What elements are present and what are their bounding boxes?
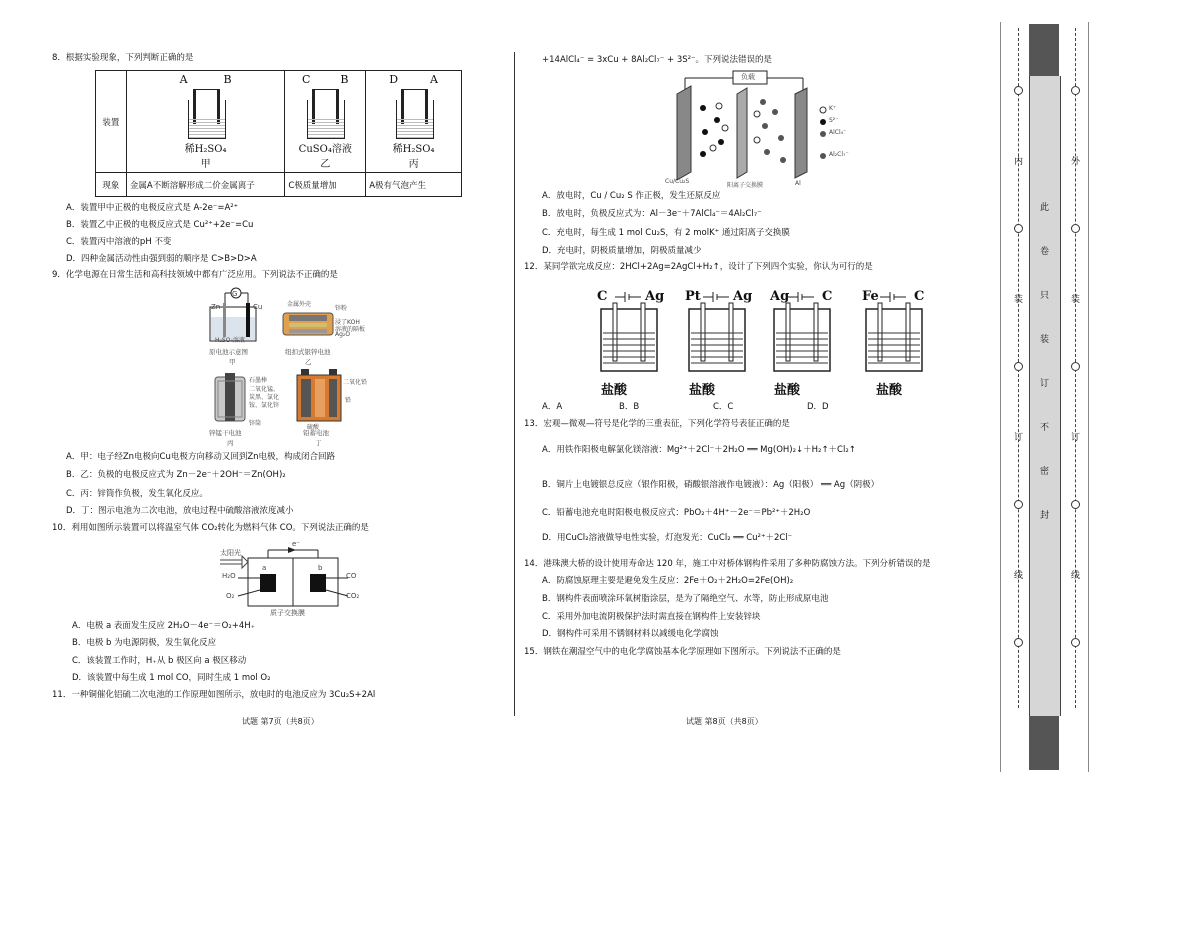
margin-char: 装 — [1071, 295, 1081, 305]
galvanometer-label: G — [232, 290, 238, 298]
hcl-label: 盐酸 — [601, 383, 628, 398]
q10-option-a: A．电极 a 表面发生反应 2H₂O－4e⁻＝O₂+4H₊ — [72, 621, 256, 631]
solution-label: 稀H₂SO₄ — [184, 144, 227, 155]
q10-option-c: C．该装置工作时，H₊从 b 极区向 a 极区移动 — [72, 656, 247, 666]
ding-caption: 铅蓄电池 — [303, 429, 329, 437]
margin-cap — [1029, 24, 1059, 76]
q10-stem: 10．利用如图所示装置可以将温室气体 CO₂转化为燃料气体 CO。下列说法正确的是 — [52, 523, 369, 533]
hole-mark — [1014, 500, 1023, 509]
q12-setup-b — [683, 289, 753, 404]
q8-stem: 8．根据实验现象，下列判断正确的是 — [52, 53, 194, 63]
load-label: 负载 — [741, 73, 755, 81]
electrode-label: C — [301, 73, 311, 86]
page-footer-left: 试题 第7页（共8页） — [242, 717, 319, 726]
q13-option-a: A．用铁作阳极电解氯化镁溶液：Mg²⁺＋2Cl⁻＋2H₂O ══ Mg(OH)₂↓＋H₂↑＋Cl₂↑ — [542, 445, 856, 455]
left-electrode-label: C — [597, 289, 608, 304]
alcl4-label: AlCl₄⁻ — [829, 129, 847, 136]
margin-char: 不 — [1040, 423, 1050, 433]
margin-char: 装 — [1040, 335, 1050, 345]
shell-label: 金属外壳 — [287, 301, 312, 308]
margin-char: 密 — [1040, 467, 1050, 477]
phenomenon-cell: A极有气泡产生 — [366, 173, 462, 197]
right-electrode-label: C — [822, 289, 833, 304]
margin-char: 内 — [1014, 157, 1024, 167]
hcl-label: 盐酸 — [774, 383, 801, 398]
beaker-icon — [295, 86, 355, 140]
margin-char: 只 — [1040, 291, 1050, 301]
bing-name: 丙 — [227, 439, 234, 447]
margin-char: 订 — [1014, 433, 1024, 443]
q13-option-c: C．铅蓄电池充电时阳极电极反应式：PbO₂＋4H⁺－2e⁻＝Pb²⁺＋2H₂O — [542, 508, 811, 518]
q14-stem: 14．港珠澳大桥的设计使用寿命达 120 年，施工中对桥体钢构件采用了多种防腐蚀方法。下列分析错误的是 — [524, 559, 931, 569]
cu-label: Cu — [253, 303, 263, 311]
electrode-label: B — [223, 73, 232, 86]
al-s-battery-icon — [665, 68, 855, 190]
q11-option-c: C．充电时，每生成 1 mol Cu₂S，有 2 molK⁺ 通过阳离子交换膜 — [542, 228, 790, 238]
phenomenon-cell: C极质量增加 — [285, 173, 366, 197]
q13-option-d: D．用CuCl₂溶液做导电性实验，灯泡发光：CuCl₂ ══ Cu²⁺＋2Cl⁻ — [542, 533, 793, 543]
q15-stem: 15．钢铁在潮湿空气中的电化学腐蚀基本化学原理如下图所示。下列说法不正确的是 — [524, 647, 841, 657]
margin-char: 装 — [1014, 295, 1024, 305]
hole-mark — [1014, 362, 1023, 371]
pb-label: 铅 — [345, 397, 352, 404]
beaker-icon — [384, 86, 444, 140]
sulfuric-label: 硫酸 — [307, 424, 320, 431]
ding-name: 丁 — [315, 439, 322, 447]
device-bing — [366, 71, 462, 173]
hole-mark — [1071, 224, 1080, 233]
margin-cap — [1029, 716, 1059, 770]
right-electrode-label: Ag — [733, 289, 753, 304]
co-label: CO — [346, 572, 357, 580]
hole-mark — [1071, 362, 1080, 371]
h2so4-label: H₂SO₄溶液 — [215, 337, 245, 344]
margin-char: 外 — [1071, 157, 1081, 167]
hole-mark — [1014, 224, 1023, 233]
q14-option-c: C．采用外加电流阴极保护法时需直接在钢构件上安装锌块 — [542, 612, 761, 622]
nh4cl-label: 铵、氯化锌 — [249, 402, 280, 409]
electrode-label: B — [340, 73, 349, 86]
q11-stem: 11．一种铜催化铝硫二次电池的工作原理如图所示，放电时的电池反应为 3Cu₂S+2Al — [52, 690, 376, 700]
exchange-membrane-label: 阳离子交换膜 — [727, 182, 764, 189]
device-name: 丙 — [408, 159, 419, 170]
q11-option-b: B．放电时，负极反应式为：Al－3e⁻＋7AlCl₄⁻＝4Al₂Cl₇⁻ — [542, 209, 762, 219]
right-electrode-label: Ag — [645, 289, 665, 304]
s2-ion-label: S²⁻ — [829, 117, 839, 124]
q10-cell-figure — [218, 540, 368, 620]
zinc-powder-label: 锌粉 — [335, 305, 348, 312]
yi-caption: 纽扣式银锌电池 — [285, 348, 331, 356]
margin-char: 此 — [1040, 203, 1050, 213]
co2-label: CO₂ — [346, 592, 360, 600]
pbo2-label: 二氧化铅 — [343, 379, 368, 386]
margin-char: 订 — [1040, 379, 1050, 389]
electrode-b-label: b — [318, 564, 323, 572]
zn-label: Zn — [211, 303, 221, 311]
h2o-label: H₂O — [222, 572, 236, 580]
q9-option-b: B．乙：负极的电极反应式为 Zn－2e⁻＋2OH⁻＝Zn(OH)₂ — [66, 470, 286, 480]
sunlight-label: 太阳光 — [220, 549, 241, 557]
q11-option-a: A．放电时，Cu / Cu₂ S 作正极，发生还原反应 — [542, 191, 721, 201]
q12-option-d: D．D — [807, 402, 829, 412]
left-electrode-label: Ag — [770, 289, 790, 304]
q8-option-a: A．装置甲中正极的电极反应式是 A-2e⁻=A²⁺ — [66, 203, 239, 213]
electrode-label: D — [389, 73, 399, 86]
hole-mark — [1014, 638, 1023, 647]
left-electrode-label: Fe — [862, 289, 879, 304]
q9-option-a: A．甲：电子经Zn电极向Cu电极方向移动又回到Zn电极，构成闭合回路 — [66, 452, 336, 462]
ag2o-label: Ag₂O — [335, 331, 351, 338]
q9-option-c: C．丙：锌筒作负极，发生氧化反应。 — [66, 489, 208, 499]
k-ion-label: K⁺ — [829, 105, 837, 112]
solution-label: 稀H₂SO₄ — [392, 144, 435, 155]
yi-name: 乙 — [305, 358, 312, 366]
jia-name: 甲 — [229, 358, 236, 366]
electrode-label: A — [179, 73, 188, 86]
q12-option-a: A．A — [542, 402, 563, 412]
q8-device-table — [95, 70, 462, 197]
q14-option-d: D．钢构件可采用不锈钢材料以减缓电化学腐蚀 — [542, 629, 719, 639]
device-name: 甲 — [200, 159, 211, 170]
zinc-can-label: 锌筒 — [249, 420, 262, 427]
margin-char: 封 — [1040, 511, 1050, 521]
margin-border — [1088, 22, 1089, 772]
column-divider — [514, 52, 515, 716]
phenomenon-cell: 金属A不断溶解形成二价金属离子 — [126, 173, 284, 197]
q8-option-b: B．装置乙中正极的电极反应式是 Cu²⁺+2e⁻=Cu — [66, 220, 254, 230]
solution-label: CuSO₄溶液 — [298, 144, 352, 155]
q12-setup-d — [860, 289, 930, 404]
hole-mark — [1014, 86, 1023, 95]
electrode-a-label: a — [262, 564, 267, 572]
q13-option-b: B．铜片上电镀银总反应（银作阳极，硝酸银溶液作电镀液）：Ag（阳极） ══ Ag（阴极） — [542, 480, 880, 490]
graphite-label: 石墨棒 — [249, 377, 268, 384]
q12-setup-c — [768, 289, 838, 404]
anode-label: Al — [795, 180, 801, 187]
al2cl7-label: Al₂Cl₇⁻ — [829, 151, 849, 158]
q10-option-b: B．电极 b 为电源阴极，发生氧化反应 — [72, 638, 217, 648]
table-row-label: 装置 — [96, 71, 127, 173]
table-row-label: 现象 — [96, 173, 127, 197]
margin-char: 订 — [1071, 433, 1081, 443]
margin-border — [1000, 22, 1001, 772]
bing-caption: 锌锰干电池 — [209, 429, 242, 437]
o2-label: O₂ — [226, 592, 235, 600]
binding-margin — [1000, 22, 1090, 772]
margin-char: 卷 — [1040, 247, 1050, 257]
carbon-black-label: 炭黑、氯化 — [249, 394, 280, 401]
electron-label: e⁻ — [292, 540, 301, 548]
koh-label: 浸了KOH — [335, 319, 360, 326]
electrode-label: A — [430, 73, 438, 86]
device-yi — [285, 71, 366, 173]
jia-caption: 原电池示意图 — [209, 348, 248, 356]
separator-label: 溶液的隔板 — [335, 326, 366, 333]
q13-stem: 13．宏观—微观—符号是化学的三重表征，下列化学符号表征正确的是 — [524, 419, 790, 429]
q9-stem: 9．化学电源在日常生活和高科技领域中都有广泛应用。下列说法不正确的是 — [52, 270, 338, 280]
device-jia — [126, 71, 284, 173]
q14-option-b: B．钢构件表面喷涂环氧树脂涂层，是为了隔绝空气、水等，防止形成原电池 — [542, 594, 829, 604]
page-footer-right: 试题 第8页（共8页） — [686, 717, 763, 726]
mno2-label: 二氧化锰、 — [249, 386, 280, 393]
left-electrode-label: Pt — [685, 289, 701, 304]
q10-option-d: D．该装置中每生成 1 mol CO，同时生成 1 mol O₂ — [72, 673, 271, 683]
hole-mark — [1071, 500, 1080, 509]
q8-option-d: D．四种金属活动性由强到弱的顺序是 C>B>D>A — [66, 254, 257, 264]
hole-mark — [1071, 638, 1080, 647]
right-electrode-label: C — [914, 289, 925, 304]
hcl-label: 盐酸 — [689, 383, 716, 398]
q12-option-b: B．B — [619, 402, 640, 412]
device-name: 乙 — [320, 159, 331, 170]
q12-option-c: C．C — [713, 402, 734, 412]
q12-stem: 12．某同学欲完成反应：2HCl+2Ag=2AgCl+H₂↑，设计了下列四个实验，你认为可行的是 — [524, 262, 873, 272]
q8-option-c: C．装置丙中溶液的pH 不变 — [66, 237, 172, 247]
margin-char: 线 — [1014, 571, 1024, 581]
cathode-label: Cu/Cu₂S — [665, 178, 690, 185]
battery-diagram-icon — [205, 285, 375, 450]
margin-char: 线 — [1071, 571, 1081, 581]
hcl-label: 盐酸 — [876, 383, 903, 398]
q14-option-a: A．防腐蚀原理主要是避免发生反应：2Fe＋O₂＋2H₂O=2Fe(OH)₂ — [542, 576, 794, 586]
q11-option-d: D．充电时，阴极质量增加，阴极质量减少 — [542, 246, 702, 256]
hole-mark — [1071, 86, 1080, 95]
beaker-icon — [176, 86, 236, 140]
membrane-label: 质子交换膜 — [270, 609, 305, 617]
q9-option-d: D．丁：图示电池为二次电池，放电过程中硫酸溶液浓度减小 — [66, 506, 294, 516]
q12-setup-a — [595, 289, 665, 404]
q11-continuation: +14AlCl₄⁻ = 3xCu + 8Al₂Cl₇⁻ + 3S²⁻。下列说法错误的是 — [542, 55, 773, 65]
q9-battery-figure — [205, 285, 375, 450]
q11-battery-figure — [665, 68, 855, 190]
middle-strip — [1029, 76, 1061, 716]
